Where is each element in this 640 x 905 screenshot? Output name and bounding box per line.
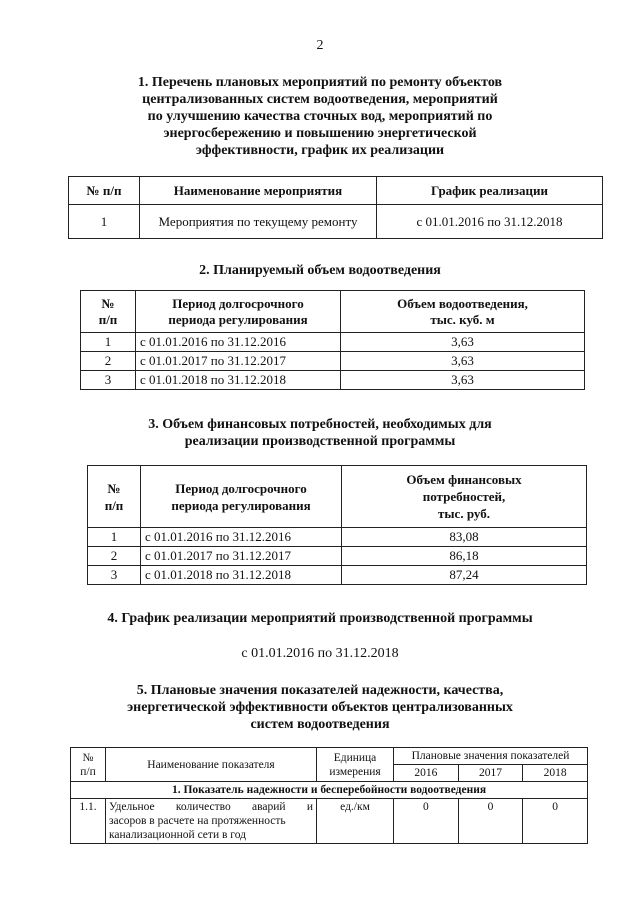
- header-line: №: [107, 480, 121, 496]
- header-financial: [342, 466, 587, 528]
- title-line: реализации производственной программы: [184, 434, 456, 449]
- header-line: периода регулирования: [171, 497, 311, 513]
- indicator-line: засоров в расчете на протяженность: [109, 815, 286, 827]
- section4-period: с 01.01.2016 по 31.12.2018: [241, 646, 399, 661]
- table-group-row: [71, 782, 588, 799]
- header-line: периода регулирования: [168, 311, 308, 327]
- title-line: 3. Объем финансовых потребностей, необходимых для: [148, 417, 492, 432]
- cell-period: с 01.01.2018 по 31.12.2018: [136, 371, 341, 390]
- cell-name: Мероприятия по текущему ремонту: [140, 205, 377, 239]
- cell-num: 1.1.: [71, 799, 106, 844]
- header-unit: [317, 748, 394, 782]
- cell-indicator: [106, 799, 317, 844]
- header-line: №: [82, 751, 94, 764]
- cell-num: 2: [88, 547, 141, 566]
- header-line: Объем водоотведения,: [397, 295, 528, 311]
- indicators-table: [70, 747, 588, 844]
- table-row: [88, 528, 587, 547]
- table-row: [81, 371, 585, 390]
- header-name: Наименование мероприятия: [140, 177, 377, 205]
- table-row: [88, 566, 587, 585]
- section2-title: 2. Планируемый объем водоотведения: [199, 263, 441, 278]
- table-row: [81, 352, 585, 371]
- header-line: измерения: [329, 765, 381, 778]
- table-header-row: [88, 466, 587, 528]
- header-line: п/п: [80, 765, 96, 778]
- group-label: 1. Показатель надежности и бесперебойности водоотведения: [71, 782, 588, 799]
- header-line: Период долгосрочного: [172, 295, 304, 311]
- table-row: [88, 547, 587, 566]
- cell-num: 1: [69, 205, 140, 239]
- cell-value: 3,63: [341, 333, 585, 352]
- header-line: тыс. руб.: [438, 506, 490, 521]
- indicator-line: канализационной сети в год: [109, 829, 246, 841]
- header-line: №: [101, 295, 115, 311]
- cell-period: с 01.01.2016 по 31.12.2016: [141, 528, 342, 547]
- header-line: п/п: [104, 497, 124, 513]
- header-num: № п/п: [69, 177, 140, 205]
- cell-value: 3,63: [341, 371, 585, 390]
- header-num: [88, 466, 141, 528]
- header-indicator: Наименование показателя: [106, 748, 317, 782]
- title-line: энергетической эффективности объектов централизованных: [127, 700, 513, 715]
- cell-value: 87,24: [342, 566, 587, 585]
- cell-period: с 01.01.2017 по 31.12.2017: [136, 352, 341, 371]
- header-volume: [341, 291, 585, 333]
- cell-num: 3: [88, 566, 141, 585]
- cell-period: с 01.01.2017 по 31.12.2017: [141, 547, 342, 566]
- table-header-row: [81, 291, 585, 333]
- cell-period: с 01.01.2016 по 31.12.2016: [136, 333, 341, 352]
- header-num: [71, 748, 106, 782]
- cell-value-2018: 0: [523, 799, 588, 844]
- header-num: [81, 291, 136, 333]
- section3-title: [60, 416, 580, 450]
- page-number: 2: [316, 38, 324, 53]
- table-header-row: [69, 177, 603, 205]
- cell-schedule: с 01.01.2016 по 31.12.2018: [377, 205, 603, 239]
- header-period: [141, 466, 342, 528]
- title-line: 5. Плановые значения показателей надежности, качества,: [136, 683, 504, 698]
- header-period: [136, 291, 341, 333]
- section1-title: [90, 74, 550, 159]
- volume-table: [80, 290, 585, 390]
- cell-num: 1: [81, 333, 136, 352]
- header-planned: Плановые значения показателей: [394, 748, 588, 765]
- title-line: по улучшению качества сточных вод, мероприятий по: [147, 109, 493, 124]
- table-row: [81, 333, 585, 352]
- cell-num: 2: [81, 352, 136, 371]
- indicator-line: Удельное количество аварий и: [109, 801, 313, 813]
- cell-value-2016: 0: [394, 799, 459, 844]
- header-line: Период долгосрочного: [175, 480, 307, 496]
- title-line: энергосбережению и повышению энергетической: [163, 126, 477, 141]
- title-line: эффективности, график их реализации: [195, 143, 445, 158]
- cell-num: 3: [81, 371, 136, 390]
- header-line: Объем финансовых: [406, 472, 522, 487]
- title-line: систем водоотведения: [250, 717, 390, 732]
- table-row: [69, 205, 603, 239]
- header-year: 2017: [458, 765, 523, 782]
- cell-value: 83,08: [342, 528, 587, 547]
- table-row: [71, 799, 588, 844]
- header-line: п/п: [98, 311, 118, 327]
- title-line: централизованных систем водоотведения, мероприятий: [142, 92, 498, 107]
- cell-period: с 01.01.2018 по 31.12.2018: [141, 566, 342, 585]
- header-line: тыс. куб. м: [430, 311, 495, 327]
- header-line: потребностей,: [422, 489, 506, 504]
- cell-num: 1: [88, 528, 141, 547]
- financial-table: [87, 465, 587, 585]
- cell-value: 3,63: [341, 352, 585, 371]
- cell-value: 86,18: [342, 547, 587, 566]
- section5-title: [60, 682, 580, 733]
- cell-value-2017: 0: [458, 799, 523, 844]
- activities-table: [68, 176, 603, 239]
- table-header-row: [71, 748, 588, 765]
- header-year: 2018: [523, 765, 588, 782]
- header-schedule: График реализации: [377, 177, 603, 205]
- title-line: 1. Перечень плановых мероприятий по ремонту объектов: [137, 75, 503, 90]
- header-year: 2016: [394, 765, 459, 782]
- section4-title: 4. График реализации мероприятий производственной программы: [107, 611, 533, 626]
- cell-unit: ед./км: [317, 799, 394, 844]
- header-line: Единица: [333, 751, 377, 764]
